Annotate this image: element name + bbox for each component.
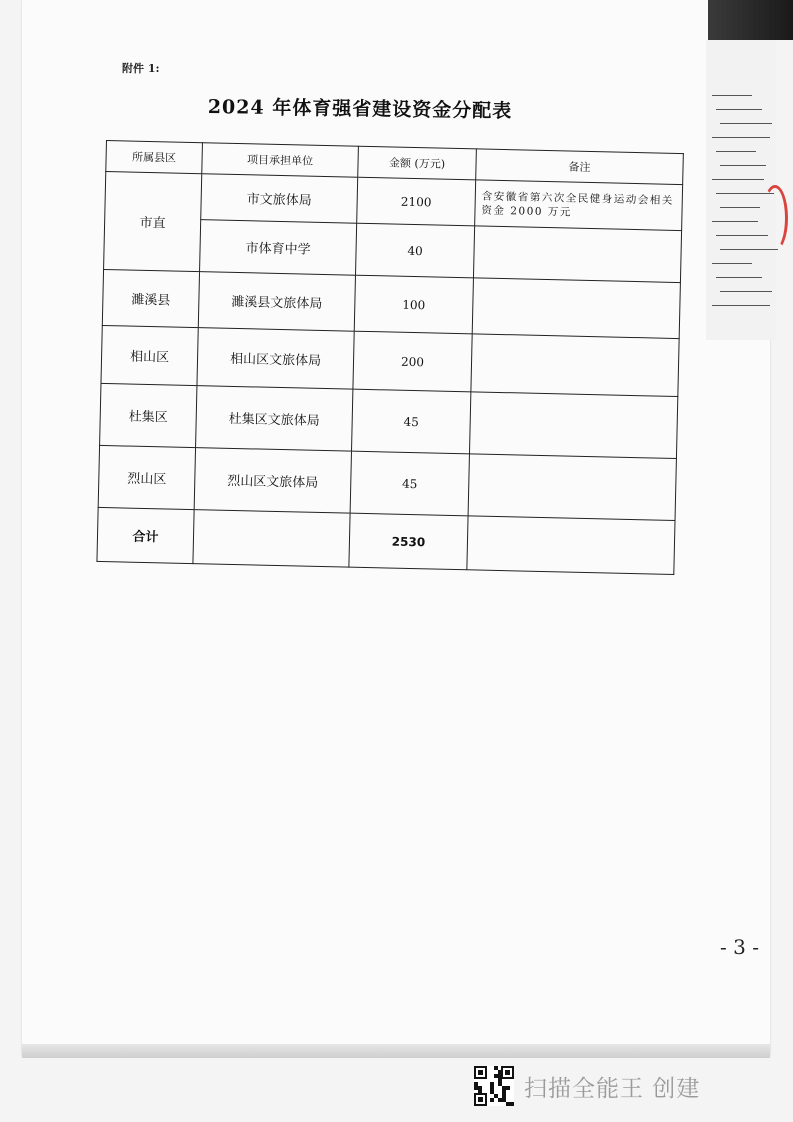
underlying-dark-edge <box>708 0 793 40</box>
cell-total-unit <box>193 510 350 568</box>
cell-amount: 45 <box>352 389 471 454</box>
allocation-table <box>96 140 683 575</box>
cell-district: 市直 <box>104 172 202 272</box>
cell-unit: 相山区文旅体局 <box>197 328 354 390</box>
attachment-label: 附件 1: <box>122 62 160 75</box>
qr-code-icon <box>474 1066 514 1106</box>
page-number: - 3 - <box>720 935 759 959</box>
ruling-line <box>720 291 772 292</box>
header-note: 备注 <box>476 149 684 185</box>
qr-module <box>478 1086 482 1090</box>
header-amount: 金额 (万元) <box>358 146 477 180</box>
ruling-line <box>712 95 752 96</box>
cell-district: 烈山区 <box>98 445 195 509</box>
qr-module <box>474 1086 478 1090</box>
cell-note <box>472 278 680 339</box>
ruling-line <box>716 235 768 236</box>
page-bottom-shadow <box>22 1044 770 1058</box>
ruling-line <box>720 249 778 250</box>
qr-module <box>502 1090 506 1094</box>
cell-total-note <box>467 516 675 575</box>
header-district: 所属县区 <box>106 141 203 174</box>
page-title: 2024 年体育强省建设资金分配表 <box>207 95 513 123</box>
cell-note <box>473 226 681 283</box>
cell-amount: 40 <box>355 223 474 278</box>
qr-module <box>498 1070 502 1074</box>
qr-module <box>506 1102 510 1106</box>
ruling-line <box>712 137 770 138</box>
cell-district: 杜集区 <box>100 383 197 447</box>
qr-module <box>502 1086 506 1090</box>
qr-module <box>494 1094 498 1098</box>
ruling-line <box>720 207 760 208</box>
qr-module <box>502 1098 506 1102</box>
cell-amount: 100 <box>354 275 473 334</box>
cell-unit: 濉溪县文旅体局 <box>198 272 355 332</box>
qr-module <box>498 1098 502 1102</box>
cell-note: 含安徽省第六次全民健身运动会相关资金 2000 万元 <box>475 180 683 231</box>
underlying-page-edge <box>706 40 776 340</box>
qr-module <box>478 1090 482 1094</box>
ruling-line <box>716 151 756 152</box>
cell-amount: 200 <box>353 331 472 392</box>
qr-module <box>506 1086 510 1090</box>
cell-note <box>468 454 676 521</box>
cell-note <box>471 334 679 397</box>
ruling-line <box>716 109 762 110</box>
ruling-line <box>716 277 762 278</box>
qr-module <box>490 1090 494 1094</box>
cell-district: 濉溪县 <box>102 269 199 327</box>
qr-module <box>498 1074 502 1078</box>
qr-module <box>498 1082 502 1086</box>
cell-district: 相山区 <box>101 325 198 385</box>
ruling-line <box>720 165 766 166</box>
cell-unit: 市文旅体局 <box>201 174 358 224</box>
ruling-line <box>712 263 752 264</box>
ruling-line <box>712 179 764 180</box>
header-unit: 项目承担单位 <box>202 143 359 178</box>
qr-module <box>474 1082 478 1086</box>
cell-amount: 45 <box>350 451 469 516</box>
qr-module <box>494 1074 498 1078</box>
ruling-line <box>720 123 772 124</box>
qr-module <box>502 1094 506 1098</box>
cell-total-label: 合计 <box>97 507 194 563</box>
cell-amount: 2100 <box>357 177 476 226</box>
cell-unit: 烈山区文旅体局 <box>194 448 351 514</box>
cell-unit: 杜集区文旅体局 <box>196 386 353 452</box>
scanner-app-text: 扫描全能王 创建 <box>524 1075 701 1102</box>
scanner-watermark <box>474 1066 700 1106</box>
cell-total-amount: 2530 <box>349 513 468 570</box>
qr-module <box>494 1066 498 1070</box>
ruling-line <box>712 305 770 306</box>
qr-module <box>498 1078 502 1082</box>
qr-module <box>490 1086 494 1090</box>
qr-module <box>510 1102 514 1106</box>
cell-unit: 市体育中学 <box>200 220 357 276</box>
ruling-line <box>712 221 758 222</box>
cell-note <box>469 392 677 459</box>
qr-module <box>490 1082 494 1086</box>
red-stamp-fragment <box>762 185 788 251</box>
qr-module <box>490 1098 494 1102</box>
